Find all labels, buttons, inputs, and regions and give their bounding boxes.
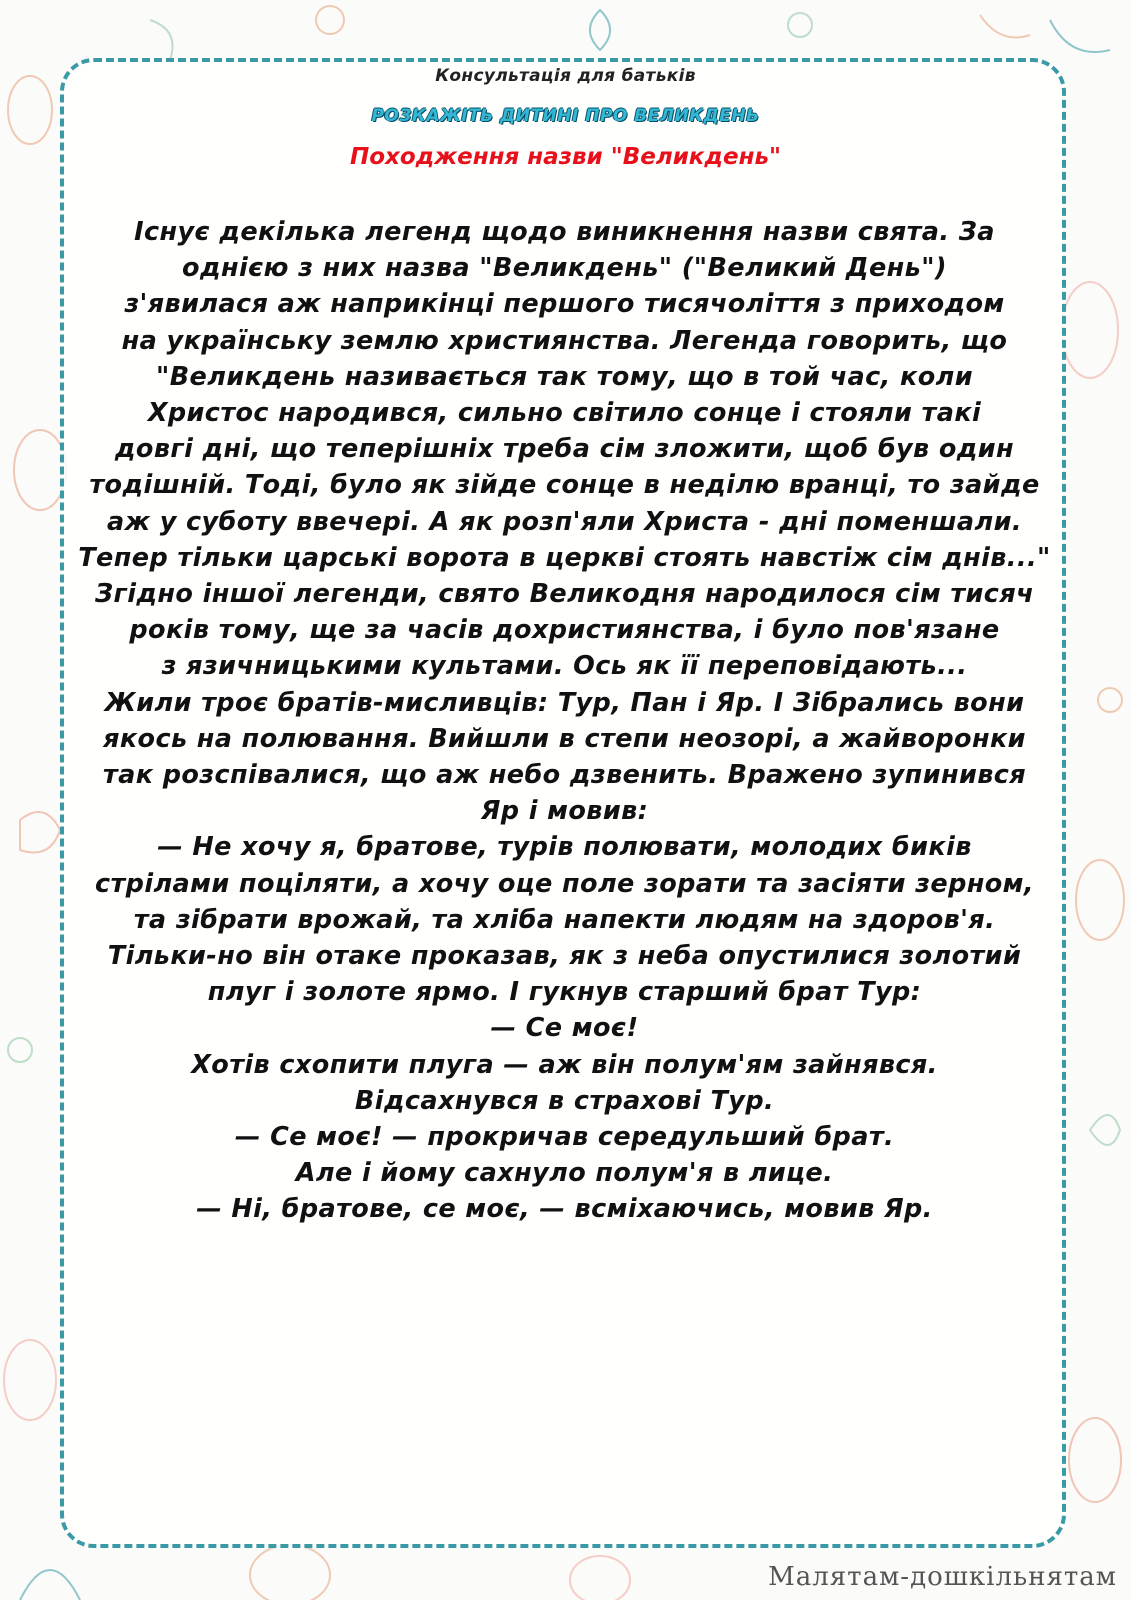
article-body [72, 214, 1057, 1228]
section-heading: Походження назви "Великдень" [349, 144, 782, 170]
body-line: Відсахнувся в страхові Тур. [354, 1085, 775, 1116]
body-line: з язичницькими культами. Ось як її переповідають... [161, 651, 968, 682]
body-line: так розспівалися, що аж небо дзвенить. Вражено зупинився [102, 760, 1027, 791]
body-line: тодішній. Тоді, було як зійде сонце в неділю вранці, то зайде [89, 470, 1040, 501]
body-line: та зібрати врожай, та хліба напекти людям на здоров'я. [133, 904, 996, 935]
body-line: — Не хочу я, братове, турів полювати, молодих биків [157, 832, 972, 863]
document-title: РОЗКАЖІТЬ ДИТИНІ ПРО ВЕЛИКДЕНЬ [371, 106, 760, 126]
body-line: однією з них назва "Великдень" ("Великий День") [182, 253, 947, 284]
body-line: стрілами поціляти, а хочу оце поле зорати та засіяти зерном, [94, 868, 1035, 899]
body-line: — Ні, братове, се моє, — всміхаючись, мовив Яр. [196, 1194, 933, 1225]
body-line: Тільки-но він отаке проказав, як з неба опустилися золотий [107, 941, 1022, 972]
consultation-subtitle: Консультація для батьків [435, 66, 696, 86]
body-line: якось на полювання. Вийшли в степи неозорі, а жайворонки [103, 723, 1026, 754]
body-line: — Се моє! [490, 1013, 639, 1044]
body-line: — Се моє! — прокричав середульший брат. [234, 1122, 895, 1153]
body-line: Існує декілька легенд щодо виникнення назви свята. За [134, 217, 995, 247]
body-line: Але і йому сахнуло полум'я в лице. [295, 1158, 834, 1189]
body-line: довгі дні, що теперішніх треба сім зложити, щоб був один [114, 434, 1015, 465]
body-line: на українську землю християнства. Легенда говорить, що [121, 325, 1008, 356]
body-line: з'явилася аж наприкінці першого тисячоліття з приходом [124, 289, 1005, 320]
body-line: років тому, ще за часів дохристиянства, і було пов'язане [129, 615, 1000, 646]
body-line: Згідно іншої легенди, свято Великодня народилося сім тисяч [94, 579, 1034, 610]
body-line: Жили троє братів-мисливців: Тур, Пан і Яр. І Зібрались вони [104, 687, 1025, 718]
body-line: плуг і золоте ярмо. І гукнув старший брат Тур: [207, 977, 922, 1008]
body-line: Тепер тільки царські ворота в церкві стоять навстіж сім днів..." [78, 542, 1051, 573]
body-line: Христос народився, сильно світило сонце і стояли такі [147, 398, 982, 429]
body-line: Яр і мовив: [480, 796, 649, 827]
body-line: "Великдень називається так тому, що в той час, коли [156, 361, 973, 392]
body-line: Хотів схопити плуга — аж він полум'ям зайнявся. [191, 1049, 938, 1080]
site-watermark: Малятам-дошкільнятам [768, 1562, 1117, 1592]
body-line: аж у суботу ввечері. А як розп'яли Христа - дні поменшали. [107, 506, 1022, 537]
